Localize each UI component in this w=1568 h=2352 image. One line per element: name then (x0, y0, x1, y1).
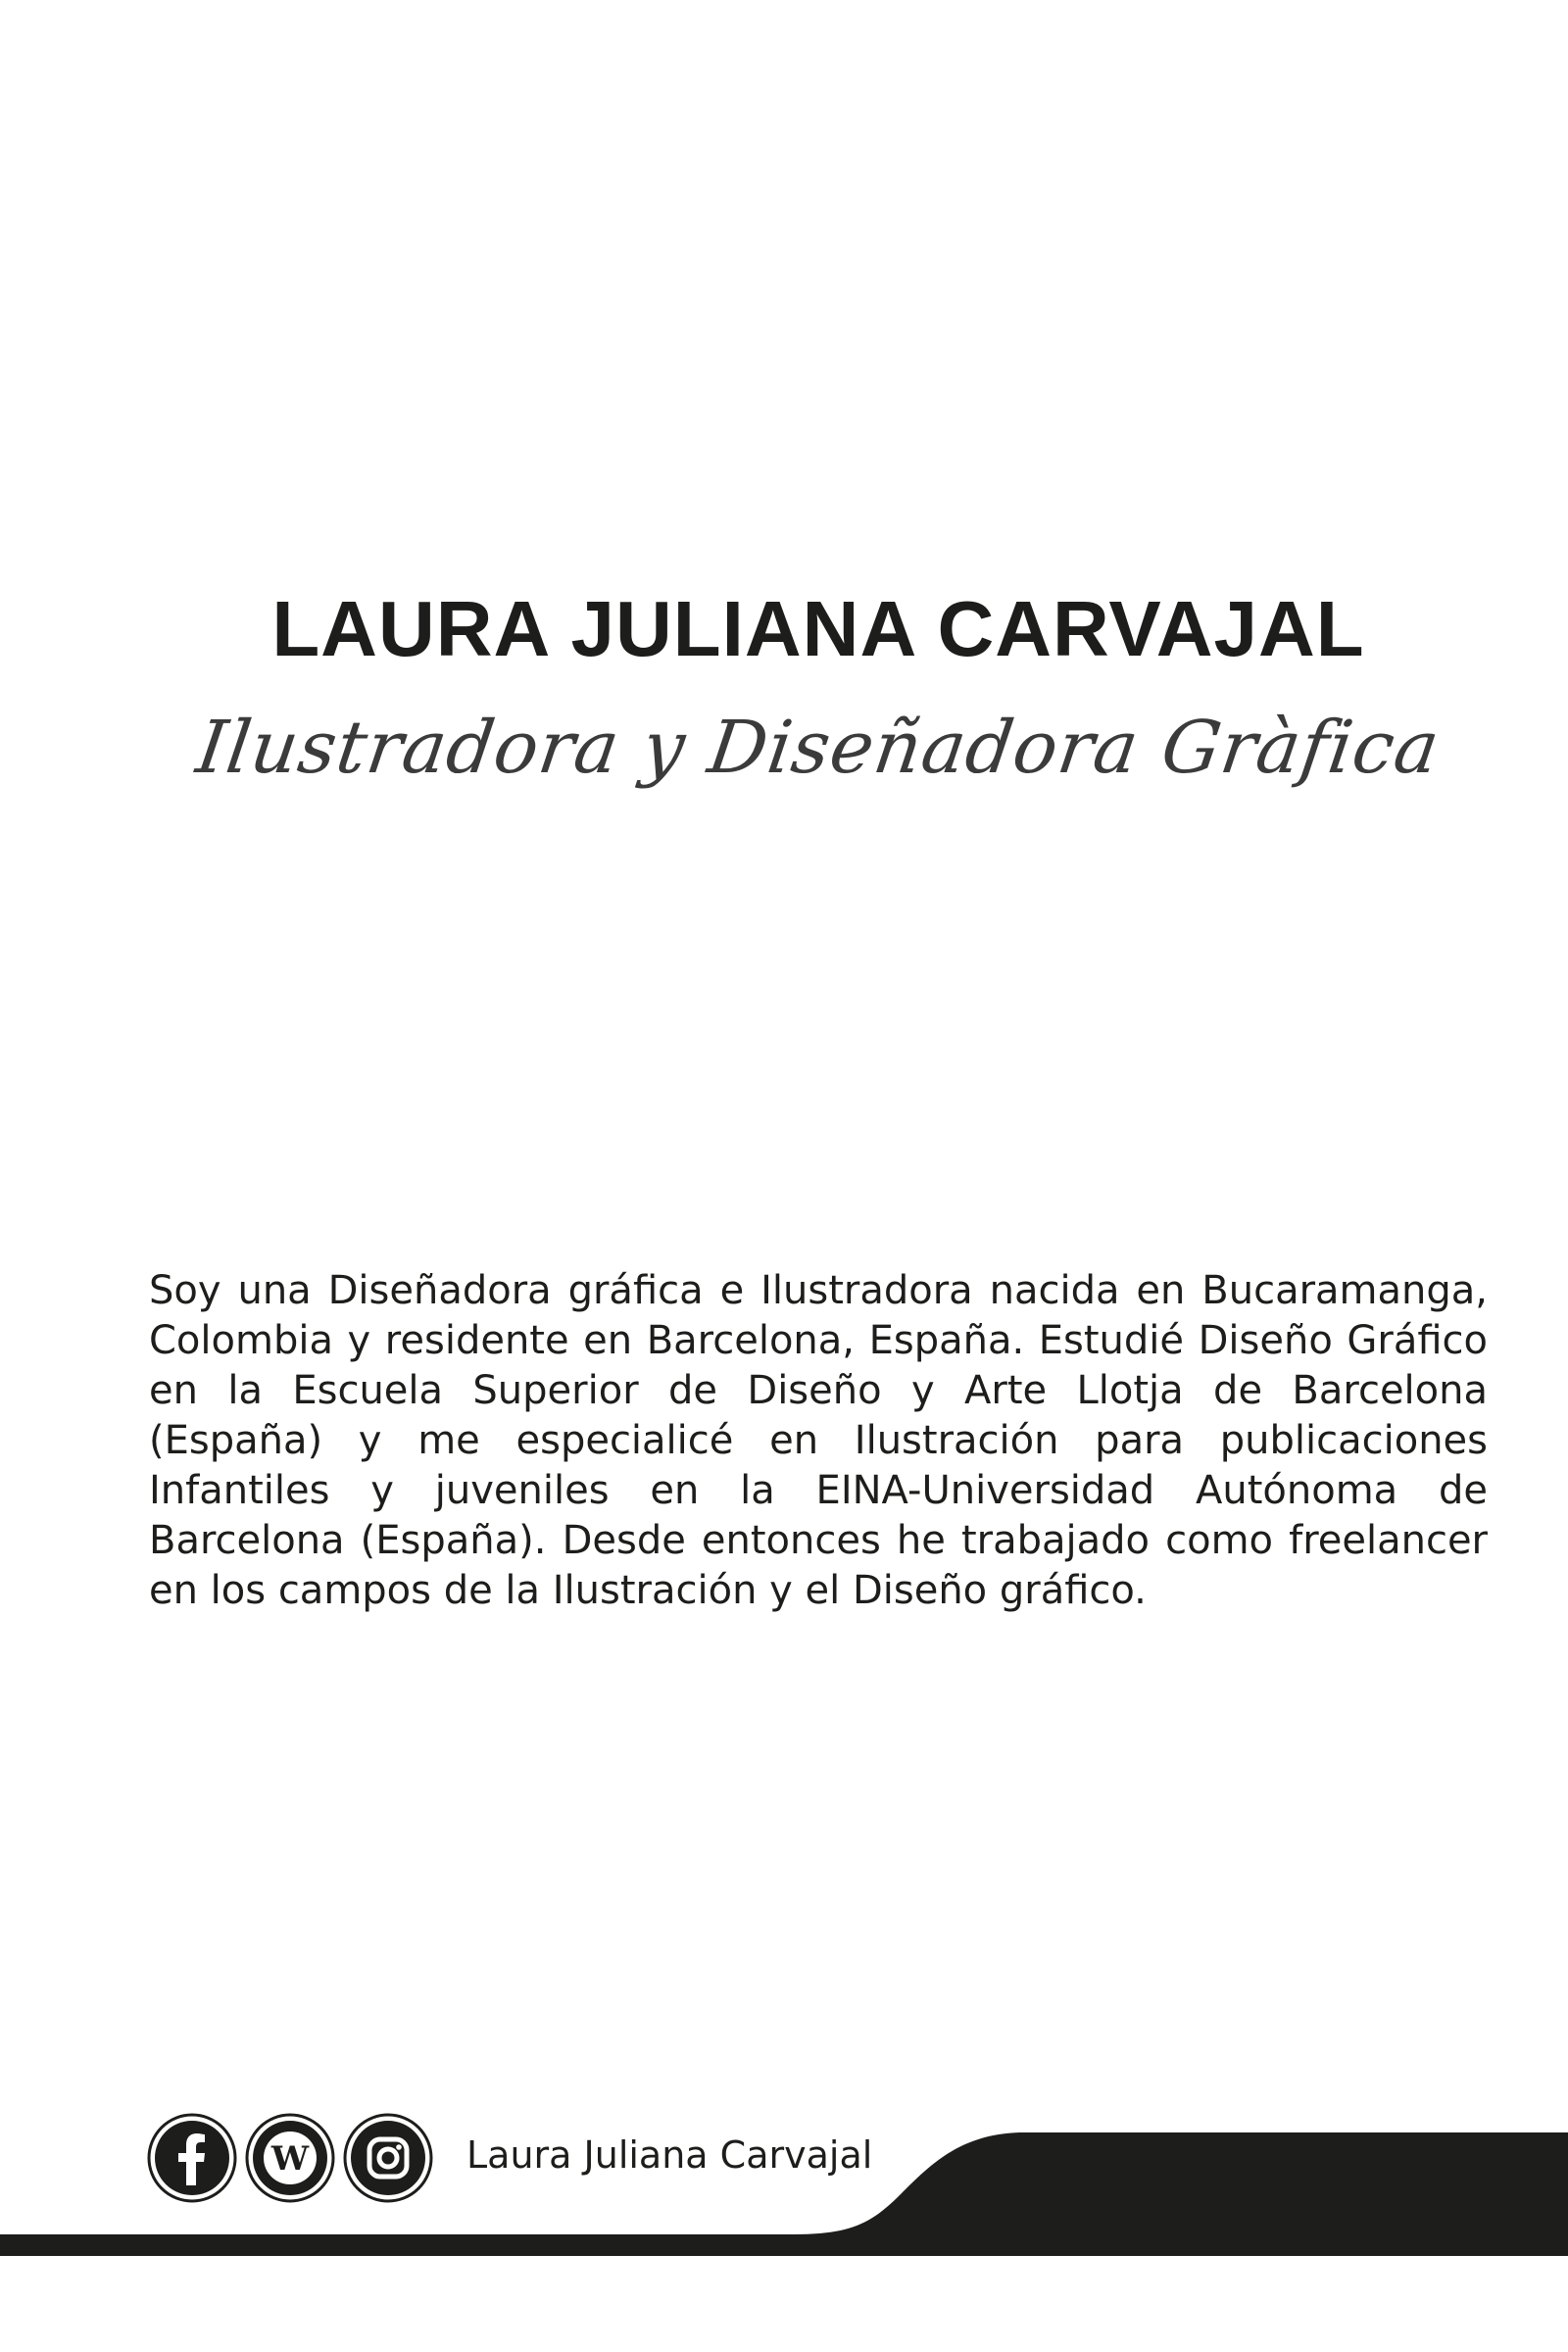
social-links (147, 2111, 433, 2204)
page-subtitle: Ilustradora y Diseñadora Gràfica (191, 706, 1446, 790)
page-title: LAURA JULIANA CARVAJAL (271, 585, 1365, 672)
footer-author-name: Laura Juliana Carvajal (466, 2133, 873, 2177)
svg-text:W: W (270, 2138, 310, 2179)
facebook-icon[interactable] (147, 2113, 237, 2203)
bio-paragraph: Soy una Diseñadora gráfica e Ilustradora nacida en Bucaramanga, Colombia y residente en Barcelona, España. Estudié Diseño Gráfico en la Escuela Superior de Diseño y Arte Llotja de Barcelona (España) y me especialicé en Ilustración para publicaciones Infantiles y juveniles en la EINA-Universidad Autónoma de Barcelona (España). Desde entonces he trabajado como freelancer en los campos de la Ilustración y el Diseño gráfico. (149, 1268, 1488, 1613)
instagram-icon[interactable] (343, 2113, 433, 2203)
wordpress-icon[interactable] (245, 2113, 335, 2203)
